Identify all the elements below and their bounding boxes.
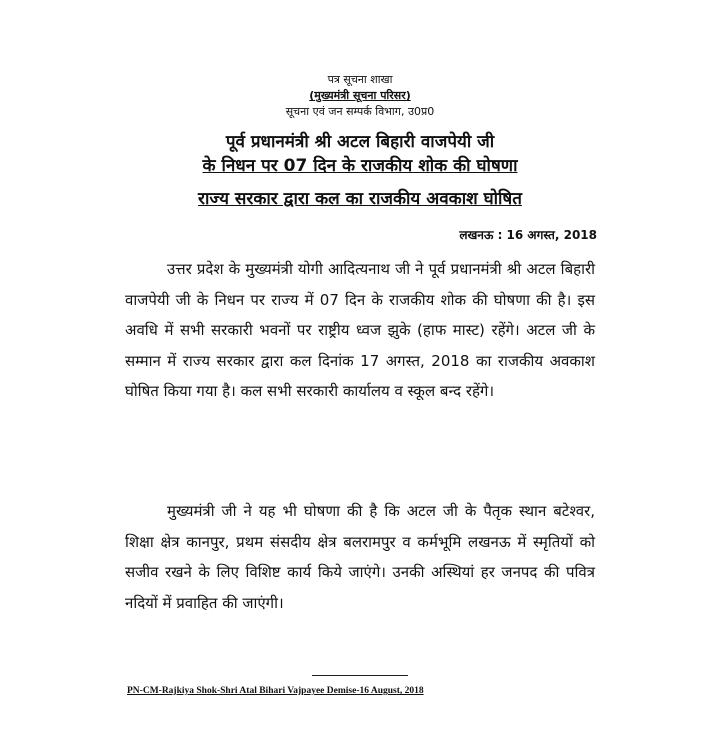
subheadline: राज्य सरकार द्वारा कल का राजकीय अवकाश घोषित — [198, 189, 522, 209]
footer-reference: PN-CM-Rajkiya Shok-Shri Atal Bihari Vajpayee Demise-16 August, 2018 — [127, 686, 424, 696]
dateline: लखनऊ : 16 अगस्त, 2018 — [459, 228, 597, 242]
body-paragraph-1: उत्तर प्रदेश के मुख्यमंत्री योगी आदित्यनाथ जी ने पूर्व प्रधानमंत्री श्री अटल बिहारी वाजपेयी जी के निधन पर राज्य में 07 दिन के राजकीय शोक की घोषणा की है। इस अवधि में सभी सरकारी भवनों पर राष्ट्रीय ध्वज झुके (हाफ मास्ट) रहेंगे। अटल जी के सम्मान में राज्य सरकार द्वारा कल दिनांक 17 अगस्त, 2018 का राजकीय अवकाश घोषित किया गया है। कल सभी सरकारी कार्यालय व स्कूल बन्द रहेंगे। — [125, 260, 595, 400]
office-unit: (मुख्यमंत्री सूचना परिसर) — [309, 89, 411, 102]
headline-line-2: के निधन पर 07 दिन के राजकीय शोक की घोषणा — [202, 156, 518, 176]
end-divider — [312, 675, 408, 676]
headline-line-1: पूर्व प्रधानमंत्री श्री अटल बिहारी वाजपेयी जी — [225, 132, 495, 152]
office-name: पत्र सूचना शाखा — [327, 73, 393, 86]
body-paragraph-2: मुख्यमंत्री जी ने यह भी घोषणा की है कि अटल जी के पैतृक स्थान बटेश्वर, शिक्षा क्षेत्र कानपुर, प्रथम संसदीय क्षेत्र बलरामपुर व कर्मभूमि लखनऊ में स्मृतियों को सजीव रखने के लिए विशिष्ट कार्य किये जाएंगे। उनकी अस्थियां हर जनपद की पवित्र नदियों में प्रवाहित की जाएंगी। — [125, 502, 595, 612]
department-name: सूचना एवं जन सम्पर्क विभाग, उ0प्र0 — [285, 105, 435, 118]
